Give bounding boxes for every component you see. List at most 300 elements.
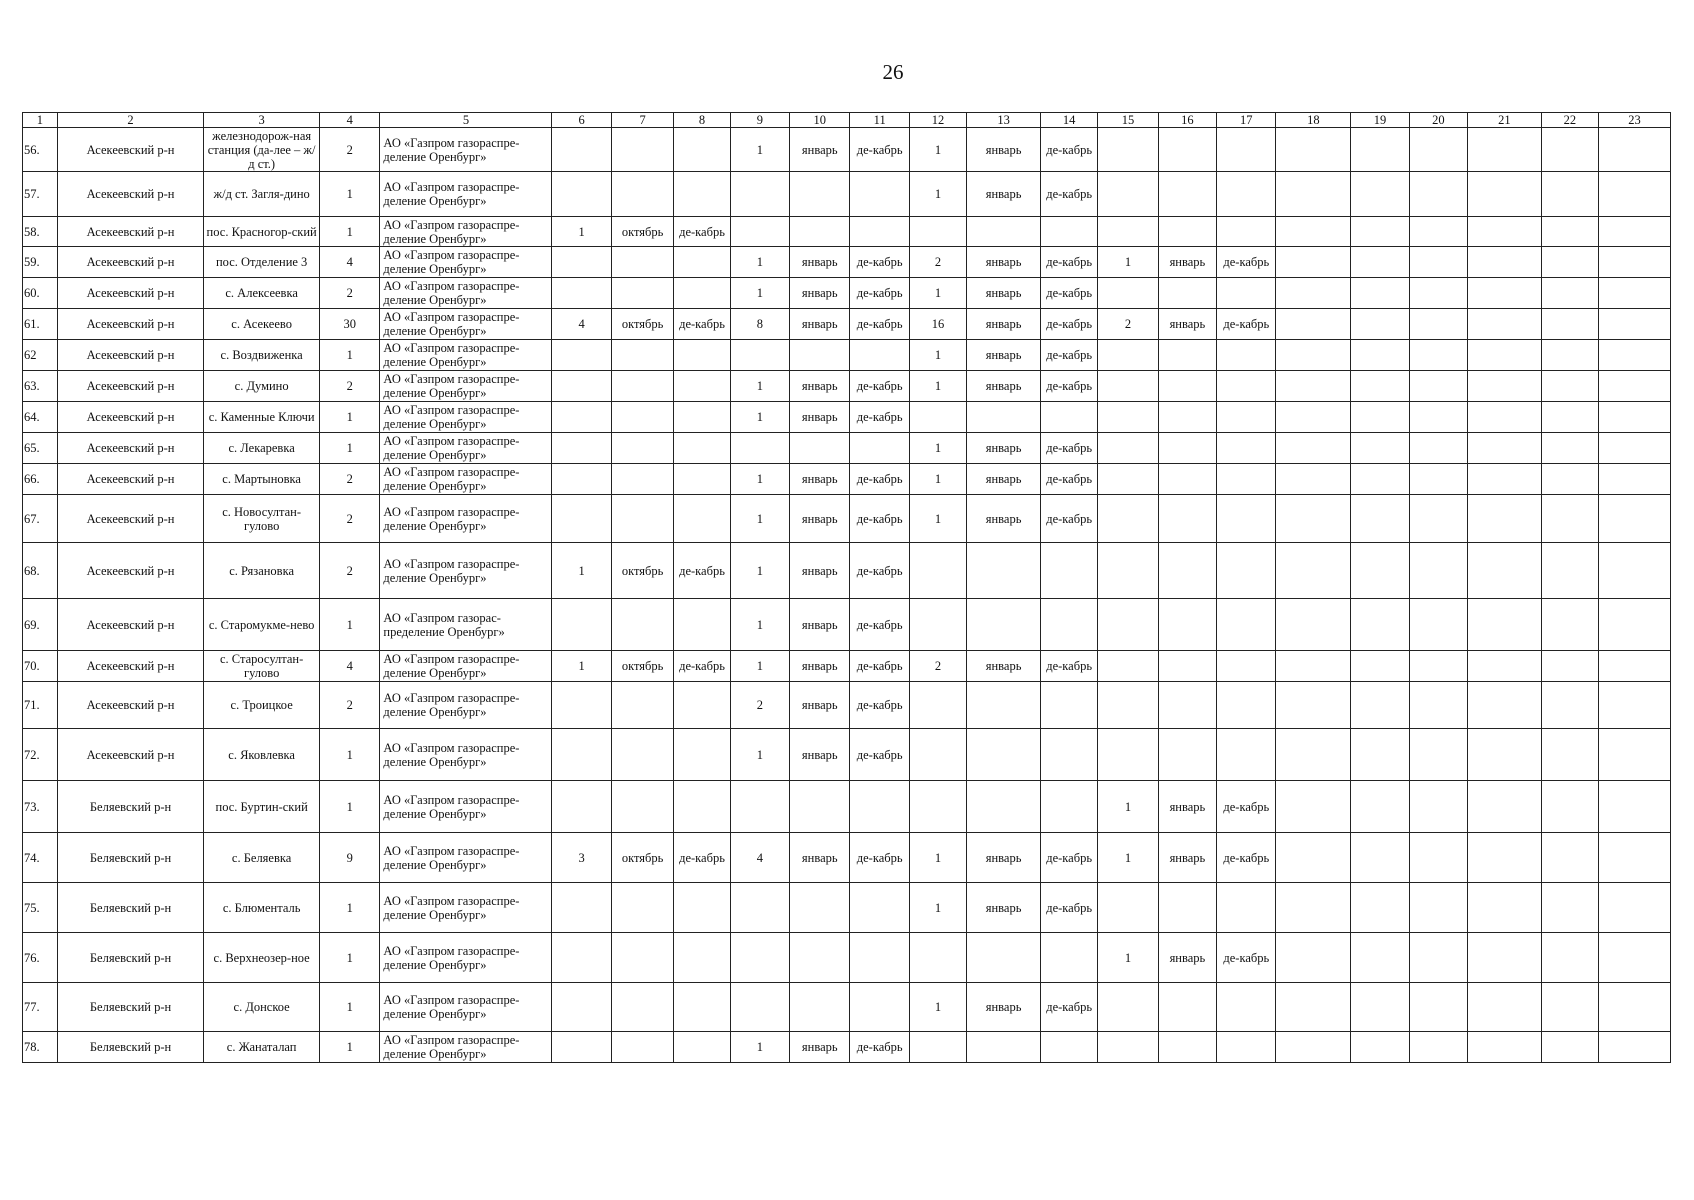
table-row bbox=[23, 599, 1671, 651]
table-cell: де-кабрь bbox=[1217, 833, 1276, 883]
table-cell bbox=[611, 433, 673, 464]
table-cell bbox=[1541, 247, 1598, 278]
table-cell: де-кабрь bbox=[674, 833, 730, 883]
table-cell bbox=[611, 1032, 673, 1063]
table-cell: де-кабрь bbox=[1040, 464, 1097, 495]
table-cell bbox=[1468, 433, 1542, 464]
table-cell bbox=[611, 495, 673, 543]
table-cell: 1 bbox=[1098, 781, 1158, 833]
table-cell bbox=[1351, 309, 1409, 340]
table-row bbox=[23, 402, 1671, 433]
table-cell bbox=[1351, 682, 1409, 729]
table-cell bbox=[674, 464, 730, 495]
column-number-cell: 5 bbox=[380, 113, 552, 128]
table-row bbox=[23, 883, 1671, 933]
table-cell bbox=[552, 1032, 611, 1063]
table-cell bbox=[1217, 883, 1276, 933]
table-cell: с. Беляевка bbox=[204, 833, 320, 883]
column-number-cell: 3 bbox=[204, 113, 320, 128]
table-cell bbox=[1158, 651, 1216, 682]
table-cell: январь bbox=[1158, 309, 1216, 340]
table-cell bbox=[1409, 983, 1467, 1032]
table-cell bbox=[1409, 599, 1467, 651]
table-cell bbox=[1217, 682, 1276, 729]
table-cell bbox=[1541, 402, 1598, 433]
table-cell bbox=[909, 933, 966, 983]
table-cell bbox=[1409, 682, 1467, 729]
table-cell bbox=[1351, 833, 1409, 883]
table-cell bbox=[730, 781, 789, 833]
table-cell bbox=[1158, 729, 1216, 781]
table-cell bbox=[1276, 371, 1351, 402]
row-number-cell: 64. bbox=[23, 402, 58, 433]
table-cell: 1 bbox=[730, 402, 789, 433]
table-cell bbox=[674, 128, 730, 172]
table-cell bbox=[850, 983, 909, 1032]
table-cell bbox=[611, 983, 673, 1032]
table-cell: де-кабрь bbox=[1040, 983, 1097, 1032]
table-cell: АО «Газпром газораспре-деление Оренбург» bbox=[380, 495, 552, 543]
column-number-row bbox=[23, 113, 1671, 128]
table-cell bbox=[1158, 402, 1216, 433]
table-cell bbox=[1541, 371, 1598, 402]
table-cell bbox=[1541, 933, 1598, 983]
table-cell bbox=[1541, 833, 1598, 883]
table-cell bbox=[1599, 781, 1671, 833]
table-cell bbox=[1468, 247, 1542, 278]
table-cell bbox=[611, 464, 673, 495]
table-cell bbox=[1098, 278, 1158, 309]
column-number-cell: 18 bbox=[1276, 113, 1351, 128]
table-cell bbox=[790, 172, 850, 217]
table-cell: Асекеевский р-н bbox=[57, 217, 203, 247]
table-cell bbox=[967, 1032, 1041, 1063]
table-cell: 1 bbox=[320, 933, 380, 983]
table-cell bbox=[1409, 340, 1467, 371]
table-cell: 4 bbox=[730, 833, 789, 883]
table-cell bbox=[674, 682, 730, 729]
table-cell: де-кабрь bbox=[850, 278, 909, 309]
table-cell bbox=[1409, 781, 1467, 833]
table-cell: октябрь bbox=[611, 309, 673, 340]
table-cell bbox=[1409, 883, 1467, 933]
table-cell: АО «Газпром газорас-пределение Оренбург» bbox=[380, 599, 552, 651]
table-cell bbox=[1468, 682, 1542, 729]
table-cell bbox=[1468, 1032, 1542, 1063]
table-cell: с. Думино bbox=[204, 371, 320, 402]
table-cell bbox=[730, 933, 789, 983]
table-cell bbox=[1409, 543, 1467, 599]
table-cell bbox=[1098, 371, 1158, 402]
table-cell bbox=[552, 883, 611, 933]
table-cell: январь bbox=[1158, 933, 1216, 983]
table-cell bbox=[1276, 543, 1351, 599]
table-cell bbox=[1599, 651, 1671, 682]
table-cell bbox=[1217, 599, 1276, 651]
table-cell bbox=[1217, 983, 1276, 1032]
table-cell: де-кабрь bbox=[850, 128, 909, 172]
table-cell: де-кабрь bbox=[1040, 651, 1097, 682]
table-cell bbox=[1351, 983, 1409, 1032]
table-cell: де-кабрь bbox=[674, 217, 730, 247]
table-cell: 1 bbox=[909, 278, 966, 309]
table-cell bbox=[1276, 682, 1351, 729]
table-cell bbox=[1351, 729, 1409, 781]
table-cell: АО «Газпром газораспре-деление Оренбург» bbox=[380, 1032, 552, 1063]
table-cell bbox=[1217, 172, 1276, 217]
table-cell: де-кабрь bbox=[1040, 883, 1097, 933]
table-cell: железнодорож-ная станция (да-лее – ж/д ст.) bbox=[204, 128, 320, 172]
table-cell: АО «Газпром газораспре-деление Оренбург» bbox=[380, 833, 552, 883]
table-cell bbox=[790, 433, 850, 464]
table-cell bbox=[552, 433, 611, 464]
table-cell bbox=[1541, 217, 1598, 247]
table-cell bbox=[1351, 172, 1409, 217]
table-cell: 1 bbox=[909, 464, 966, 495]
table-cell: АО «Газпром газораспре-деление Оренбург» bbox=[380, 402, 552, 433]
table-cell: с. Асекеево bbox=[204, 309, 320, 340]
table-row bbox=[23, 217, 1671, 247]
table-cell: октябрь bbox=[611, 543, 673, 599]
table-cell: с. Старосултан-гулово bbox=[204, 651, 320, 682]
table-cell: 8 bbox=[730, 309, 789, 340]
table-cell bbox=[674, 883, 730, 933]
table-cell bbox=[1351, 543, 1409, 599]
table-cell bbox=[1276, 340, 1351, 371]
table-cell: 1 bbox=[320, 1032, 380, 1063]
table-cell: Асекеевский р-н bbox=[57, 464, 203, 495]
table-cell bbox=[1158, 983, 1216, 1032]
table-cell bbox=[1468, 371, 1542, 402]
table-cell: де-кабрь bbox=[850, 833, 909, 883]
table-row bbox=[23, 781, 1671, 833]
table-cell bbox=[1351, 933, 1409, 983]
table-cell: с. Жанаталап bbox=[204, 1032, 320, 1063]
table-cell bbox=[1599, 128, 1671, 172]
table-cell: де-кабрь bbox=[850, 729, 909, 781]
table-cell bbox=[674, 983, 730, 1032]
table-cell: январь bbox=[790, 278, 850, 309]
table-cell: 1 bbox=[320, 217, 380, 247]
table-cell: де-кабрь bbox=[850, 309, 909, 340]
table-cell: де-кабрь bbox=[850, 495, 909, 543]
table-cell: Асекеевский р-н bbox=[57, 340, 203, 371]
table-cell: 1 bbox=[320, 340, 380, 371]
table-cell bbox=[1217, 128, 1276, 172]
table-cell: де-кабрь bbox=[1040, 371, 1097, 402]
table-cell bbox=[1599, 833, 1671, 883]
table-row bbox=[23, 309, 1671, 340]
table-cell bbox=[967, 729, 1041, 781]
table-cell: АО «Газпром газораспре-деление Оренбург» bbox=[380, 543, 552, 599]
table-cell bbox=[1276, 309, 1351, 340]
table-cell: 1 bbox=[552, 651, 611, 682]
table-cell bbox=[1098, 217, 1158, 247]
table-cell bbox=[730, 433, 789, 464]
table-cell: 1 bbox=[730, 278, 789, 309]
table-cell bbox=[611, 278, 673, 309]
table-cell: январь bbox=[967, 371, 1041, 402]
table-cell bbox=[1409, 309, 1467, 340]
table-cell: де-кабрь bbox=[1217, 781, 1276, 833]
table-cell bbox=[1158, 543, 1216, 599]
table-cell: АО «Газпром газораспре-деление Оренбург» bbox=[380, 729, 552, 781]
table-cell bbox=[1541, 340, 1598, 371]
row-number-cell: 75. bbox=[23, 883, 58, 933]
table-cell bbox=[1217, 433, 1276, 464]
table-row bbox=[23, 433, 1671, 464]
table-cell bbox=[611, 371, 673, 402]
table-cell: с. Старомукме-нево bbox=[204, 599, 320, 651]
column-number-cell: 20 bbox=[1409, 113, 1467, 128]
table-cell bbox=[1158, 883, 1216, 933]
table-cell: январь bbox=[790, 543, 850, 599]
table-cell bbox=[1098, 433, 1158, 464]
table-cell bbox=[1409, 128, 1467, 172]
table-cell: 30 bbox=[320, 309, 380, 340]
table-cell bbox=[552, 781, 611, 833]
table-cell bbox=[674, 433, 730, 464]
column-number-cell: 22 bbox=[1541, 113, 1598, 128]
table-cell: 3 bbox=[552, 833, 611, 883]
table-cell: АО «Газпром газораспре-деление Оренбург» bbox=[380, 172, 552, 217]
table-cell: январь bbox=[967, 433, 1041, 464]
table-cell: с. Каменные Ключи bbox=[204, 402, 320, 433]
row-number-cell: 70. bbox=[23, 651, 58, 682]
table-cell bbox=[967, 217, 1041, 247]
table-cell bbox=[552, 278, 611, 309]
table-cell: Асекеевский р-н bbox=[57, 278, 203, 309]
table-cell bbox=[1276, 433, 1351, 464]
table-cell bbox=[1276, 599, 1351, 651]
table-cell: АО «Газпром газораспре-деление Оренбург» bbox=[380, 128, 552, 172]
table-cell bbox=[1541, 599, 1598, 651]
table-cell bbox=[552, 599, 611, 651]
table-cell bbox=[967, 599, 1041, 651]
table-cell bbox=[1276, 172, 1351, 217]
table-cell: Беляевский р-н bbox=[57, 1032, 203, 1063]
table-cell: де-кабрь bbox=[850, 402, 909, 433]
table-cell: де-кабрь bbox=[850, 682, 909, 729]
table-cell bbox=[674, 278, 730, 309]
table-cell: 1 bbox=[730, 495, 789, 543]
table-row bbox=[23, 543, 1671, 599]
table-cell bbox=[1276, 883, 1351, 933]
table-cell bbox=[552, 172, 611, 217]
table-cell bbox=[611, 172, 673, 217]
table-cell bbox=[1351, 402, 1409, 433]
table-cell bbox=[552, 495, 611, 543]
table-cell: Асекеевский р-н bbox=[57, 543, 203, 599]
table-cell bbox=[1409, 933, 1467, 983]
table-cell: 1 bbox=[320, 729, 380, 781]
table-cell bbox=[1599, 340, 1671, 371]
row-number-cell: 58. bbox=[23, 217, 58, 247]
table-cell: с. Лекаревка bbox=[204, 433, 320, 464]
row-number-cell: 65. bbox=[23, 433, 58, 464]
table-cell bbox=[1351, 599, 1409, 651]
row-number-cell: 73. bbox=[23, 781, 58, 833]
table-cell bbox=[552, 128, 611, 172]
table-cell bbox=[1541, 172, 1598, 217]
table-cell: с. Мартыновка bbox=[204, 464, 320, 495]
table-cell bbox=[1468, 983, 1542, 1032]
table-cell: АО «Газпром газораспре-деление Оренбург» bbox=[380, 278, 552, 309]
table-row bbox=[23, 833, 1671, 883]
table-cell: де-кабрь bbox=[1040, 433, 1097, 464]
table-cell: январь bbox=[790, 651, 850, 682]
table-cell bbox=[730, 983, 789, 1032]
table-cell: январь bbox=[967, 278, 1041, 309]
table-cell: АО «Газпром газораспре-деление Оренбург» bbox=[380, 340, 552, 371]
table-cell bbox=[1541, 309, 1598, 340]
table-cell: 9 bbox=[320, 833, 380, 883]
table-cell: 1 bbox=[909, 433, 966, 464]
table-cell: АО «Газпром газораспре-деление Оренбург» bbox=[380, 883, 552, 933]
table-cell: АО «Газпром газораспре-деление Оренбург» bbox=[380, 217, 552, 247]
table-cell bbox=[909, 682, 966, 729]
column-number-cell: 23 bbox=[1599, 113, 1671, 128]
table-cell bbox=[611, 729, 673, 781]
table-cell bbox=[674, 599, 730, 651]
table-cell bbox=[1599, 278, 1671, 309]
table-cell: январь bbox=[790, 402, 850, 433]
table-cell bbox=[850, 933, 909, 983]
table-cell: Асекеевский р-н bbox=[57, 433, 203, 464]
table-cell bbox=[730, 172, 789, 217]
table-cell bbox=[1276, 833, 1351, 883]
table-row bbox=[23, 729, 1671, 781]
table-cell bbox=[1541, 128, 1598, 172]
column-number-cell: 14 bbox=[1040, 113, 1097, 128]
table-cell: 2 bbox=[320, 464, 380, 495]
table-cell: январь bbox=[967, 983, 1041, 1032]
table-cell: январь bbox=[967, 495, 1041, 543]
table-cell: 1 bbox=[730, 651, 789, 682]
table-cell bbox=[611, 682, 673, 729]
table-cell bbox=[674, 340, 730, 371]
table-cell bbox=[674, 781, 730, 833]
table-cell: 2 bbox=[320, 128, 380, 172]
table-cell: 1 bbox=[1098, 247, 1158, 278]
table-cell bbox=[1409, 371, 1467, 402]
table-cell: с. Блюменталь bbox=[204, 883, 320, 933]
table-row bbox=[23, 278, 1671, 309]
column-number-cell: 21 bbox=[1468, 113, 1542, 128]
table-cell bbox=[1351, 128, 1409, 172]
table-cell: октябрь bbox=[611, 217, 673, 247]
table-cell bbox=[611, 599, 673, 651]
table-cell: де-кабрь bbox=[674, 543, 730, 599]
table-cell: октябрь bbox=[611, 651, 673, 682]
table-cell: Беляевский р-н bbox=[57, 983, 203, 1032]
table-cell: 1 bbox=[320, 402, 380, 433]
table-cell bbox=[1468, 833, 1542, 883]
table-cell bbox=[611, 402, 673, 433]
table-cell: Асекеевский р-н bbox=[57, 495, 203, 543]
row-number-cell: 69. bbox=[23, 599, 58, 651]
table-cell bbox=[552, 464, 611, 495]
table-cell bbox=[674, 495, 730, 543]
table-cell bbox=[552, 371, 611, 402]
table-cell bbox=[1541, 1032, 1598, 1063]
table-cell bbox=[1599, 495, 1671, 543]
table-cell bbox=[674, 933, 730, 983]
table-cell bbox=[1158, 278, 1216, 309]
table-cell bbox=[1468, 543, 1542, 599]
table-cell bbox=[967, 682, 1041, 729]
table-row bbox=[23, 371, 1671, 402]
table-cell: январь bbox=[790, 682, 850, 729]
table-cell bbox=[1351, 781, 1409, 833]
table-row bbox=[23, 464, 1671, 495]
table-cell: АО «Газпром газораспре-деление Оренбург» bbox=[380, 464, 552, 495]
table-cell: пос. Отделение 3 bbox=[204, 247, 320, 278]
table-cell: 1 bbox=[909, 983, 966, 1032]
table-cell bbox=[1276, 247, 1351, 278]
row-number-cell: 62 bbox=[23, 340, 58, 371]
table-cell bbox=[674, 247, 730, 278]
table-cell: де-кабрь bbox=[1040, 833, 1097, 883]
table-cell: январь bbox=[967, 883, 1041, 933]
table-cell bbox=[1098, 983, 1158, 1032]
table-row bbox=[23, 495, 1671, 543]
table-cell bbox=[1351, 651, 1409, 682]
table-cell: январь bbox=[790, 464, 850, 495]
table-cell: Асекеевский р-н bbox=[57, 371, 203, 402]
table-cell: де-кабрь bbox=[850, 247, 909, 278]
table-cell bbox=[552, 682, 611, 729]
column-number-cell: 8 bbox=[674, 113, 730, 128]
table-cell: де-кабрь bbox=[674, 651, 730, 682]
table-cell bbox=[1040, 543, 1097, 599]
row-number-cell: 71. bbox=[23, 682, 58, 729]
table-cell: январь bbox=[790, 833, 850, 883]
table-cell bbox=[1040, 781, 1097, 833]
table-cell bbox=[674, 402, 730, 433]
table-cell bbox=[1541, 983, 1598, 1032]
row-number-cell: 77. bbox=[23, 983, 58, 1032]
column-number-cell: 19 bbox=[1351, 113, 1409, 128]
row-number-cell: 67. bbox=[23, 495, 58, 543]
table-cell: январь bbox=[967, 340, 1041, 371]
table-cell bbox=[1541, 682, 1598, 729]
table-cell: де-кабрь bbox=[1040, 340, 1097, 371]
table-cell bbox=[1351, 495, 1409, 543]
table-cell bbox=[552, 933, 611, 983]
table-cell: 1 bbox=[909, 371, 966, 402]
table-cell: 2 bbox=[909, 247, 966, 278]
table-cell bbox=[790, 933, 850, 983]
table-cell bbox=[1098, 543, 1158, 599]
table-cell bbox=[1541, 495, 1598, 543]
table-cell bbox=[1468, 340, 1542, 371]
table-cell bbox=[1040, 729, 1097, 781]
table-cell bbox=[1098, 340, 1158, 371]
table-cell bbox=[1217, 278, 1276, 309]
table-cell: январь bbox=[967, 247, 1041, 278]
table-cell: 2 bbox=[320, 278, 380, 309]
table-cell bbox=[1599, 402, 1671, 433]
table-cell: с. Рязановка bbox=[204, 543, 320, 599]
table-cell: 1 bbox=[730, 464, 789, 495]
table-cell: АО «Газпром газораспре-деление Оренбург» bbox=[380, 933, 552, 983]
table-cell bbox=[1409, 278, 1467, 309]
table-cell bbox=[1599, 599, 1671, 651]
table-cell bbox=[1541, 433, 1598, 464]
row-number-cell: 60. bbox=[23, 278, 58, 309]
table-cell bbox=[1599, 172, 1671, 217]
